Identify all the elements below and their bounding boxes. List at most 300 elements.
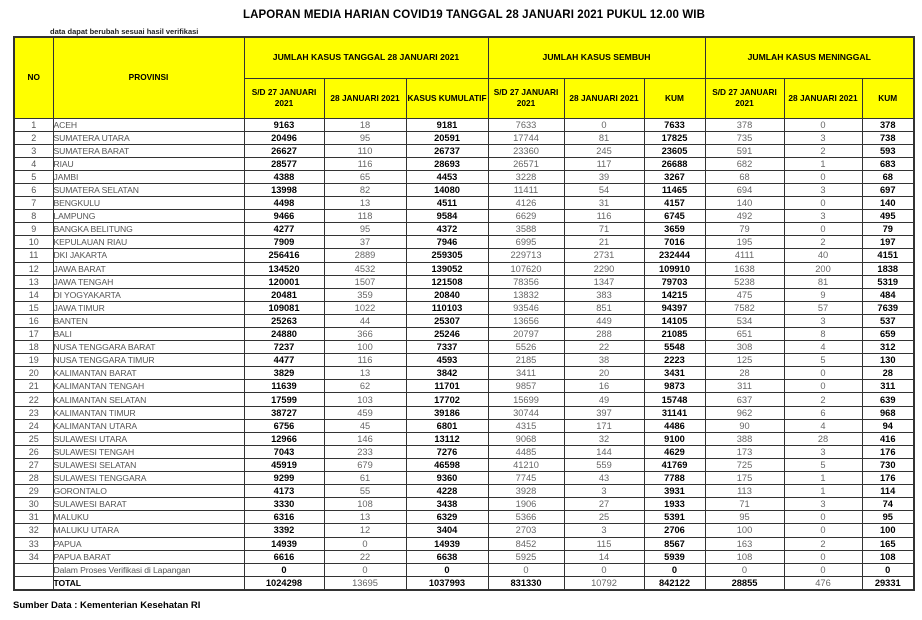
cell-meninggal-kum: 7639 (862, 301, 914, 314)
cell-meninggal-sd: 173 (705, 445, 784, 458)
header-kasus-sd: S/D 27 JANUARI 2021 (244, 78, 324, 118)
cell-meninggal-kum: 0 (862, 563, 914, 576)
cell-sembuh-kum: 6745 (644, 210, 705, 223)
cell-meninggal-sd: 0 (705, 563, 784, 576)
cell-sembuh-kum: 31141 (644, 406, 705, 419)
cell-meninggal-sd: 140 (705, 197, 784, 210)
cell-sembuh-hari: 71 (564, 223, 644, 236)
cell-no: 5 (14, 170, 53, 183)
cell-meninggal-sd: 378 (705, 118, 784, 131)
cell-kasus-sd: 4498 (244, 197, 324, 210)
cell-sembuh-hari: 144 (564, 445, 644, 458)
cell-meninggal-sd: 28855 (705, 576, 784, 590)
cell-meninggal-kum: 29331 (862, 576, 914, 590)
cell-meninggal-hari: 1 (784, 472, 862, 485)
cell-kasus-hari: 12 (324, 524, 406, 537)
cell-kasus-hari: 45 (324, 419, 406, 432)
cell-kasus-sd: 4388 (244, 170, 324, 183)
header-meninggal-kum: KUM (862, 78, 914, 118)
table-body (14, 118, 914, 590)
header-sembuh-sd: S/D 27 JANUARI 2021 (488, 78, 564, 118)
cell-sembuh-hari: 14 (564, 550, 644, 563)
cell-sembuh-kum: 15748 (644, 393, 705, 406)
cell-sembuh-sd: 4485 (488, 445, 564, 458)
cell-kasus-kum: 4593 (406, 354, 488, 367)
header-group-kasus: JUMLAH KASUS TANGGAL 28 JANUARI 2021 (244, 37, 488, 78)
cell-meninggal-hari: 0 (784, 118, 862, 131)
cell-kasus-hari: 1022 (324, 301, 406, 314)
cell-sembuh-hari: 20 (564, 367, 644, 380)
cell-meninggal-sd: 475 (705, 288, 784, 301)
cell-sembuh-sd: 93546 (488, 301, 564, 314)
cell-sembuh-hari: 0 (564, 118, 644, 131)
cell-meninggal-sd: 492 (705, 210, 784, 223)
cell-kasus-hari: 103 (324, 393, 406, 406)
cell-kasus-hari: 95 (324, 131, 406, 144)
cell-provinsi: PAPUA BARAT (53, 550, 244, 563)
cell-sembuh-sd: 4126 (488, 197, 564, 210)
cell-meninggal-sd: 79 (705, 223, 784, 236)
cell-kasus-hari: 61 (324, 472, 406, 485)
cell-sembuh-sd: 3588 (488, 223, 564, 236)
table-row (14, 288, 914, 301)
cell-kasus-hari: 116 (324, 157, 406, 170)
cell-kasus-hari: 22 (324, 550, 406, 563)
cell-meninggal-kum: 683 (862, 157, 914, 170)
cell-kasus-sd: 6316 (244, 511, 324, 524)
cell-meninggal-kum: 968 (862, 406, 914, 419)
cell-sembuh-hari: 25 (564, 511, 644, 524)
header-sembuh-hari: 28 JANUARI 2021 (564, 78, 644, 118)
cell-meninggal-kum: 176 (862, 445, 914, 458)
cell-sembuh-kum: 4629 (644, 445, 705, 458)
cell-kasus-kum: 4228 (406, 485, 488, 498)
cell-meninggal-hari: 0 (784, 197, 862, 210)
cell-kasus-kum: 6329 (406, 511, 488, 524)
cell-meninggal-hari: 3 (784, 131, 862, 144)
cell-meninggal-hari: 3 (784, 183, 862, 196)
cell-kasus-kum: 121508 (406, 275, 488, 288)
cell-kasus-hari: 366 (324, 328, 406, 341)
cell-meninggal-kum: 108 (862, 550, 914, 563)
cell-kasus-sd: 6756 (244, 419, 324, 432)
cell-meninggal-hari: 81 (784, 275, 862, 288)
header-kasus-hari: 28 JANUARI 2021 (324, 78, 406, 118)
cell-kasus-sd: 28577 (244, 157, 324, 170)
cell-meninggal-kum: 68 (862, 170, 914, 183)
cell-kasus-kum: 4453 (406, 170, 488, 183)
cell-kasus-hari: 2889 (324, 249, 406, 262)
cell-provinsi: SULAWESI UTARA (53, 432, 244, 445)
cell-sembuh-sd: 20797 (488, 328, 564, 341)
table-row (14, 432, 914, 445)
cell-meninggal-hari: 2 (784, 236, 862, 249)
cell-meninggal-kum: 311 (862, 380, 914, 393)
cell-kasus-sd: 109081 (244, 301, 324, 314)
cell-sembuh-sd: 0 (488, 563, 564, 576)
table-row (14, 301, 914, 314)
cell-kasus-kum: 11701 (406, 380, 488, 393)
cell-meninggal-hari: 2 (784, 144, 862, 157)
cell-sembuh-hari: 39 (564, 170, 644, 183)
cell-no: 3 (14, 144, 53, 157)
header-kasus-kum: KASUS KUMULATIF (406, 78, 488, 118)
cell-sembuh-sd: 2185 (488, 354, 564, 367)
cell-meninggal-kum: 378 (862, 118, 914, 131)
cell-sembuh-kum: 8567 (644, 537, 705, 550)
header-sembuh-kum: KUM (644, 78, 705, 118)
cell-meninggal-sd: 5238 (705, 275, 784, 288)
cell-kasus-kum: 110103 (406, 301, 488, 314)
cell-meninggal-kum: 95 (862, 511, 914, 524)
cell-kasus-hari: 82 (324, 183, 406, 196)
cell-kasus-kum: 3438 (406, 498, 488, 511)
report-title: LAPORAN MEDIA HARIAN COVID19 TANGGAL 28 JANUARI 2021 PUKUL 12.00 WIB (243, 9, 705, 21)
cell-meninggal-kum: 5319 (862, 275, 914, 288)
cell-kasus-kum: 39186 (406, 406, 488, 419)
cell-provinsi: KALIMANTAN BARAT (53, 367, 244, 380)
cell-meninggal-hari: 5 (784, 458, 862, 471)
cell-sembuh-sd: 3928 (488, 485, 564, 498)
cell-meninggal-kum: 738 (862, 131, 914, 144)
cell-meninggal-hari: 40 (784, 249, 862, 262)
cell-meninggal-sd: 725 (705, 458, 784, 471)
table-row (14, 550, 914, 563)
table-row (14, 170, 914, 183)
cell-sembuh-kum: 5391 (644, 511, 705, 524)
cell-kasus-sd: 3829 (244, 367, 324, 380)
cell-kasus-sd: 4277 (244, 223, 324, 236)
cell-sembuh-sd: 4315 (488, 419, 564, 432)
cell-meninggal-hari: 5 (784, 354, 862, 367)
cell-meninggal-sd: 735 (705, 131, 784, 144)
header-meninggal-sd: S/D 27 JANUARI 2021 (705, 78, 784, 118)
table-row (14, 157, 914, 170)
cell-meninggal-hari: 0 (784, 524, 862, 537)
cell-sembuh-kum: 26688 (644, 157, 705, 170)
cell-meninggal-kum: 312 (862, 341, 914, 354)
table-row (14, 223, 914, 236)
cell-kasus-hari: 146 (324, 432, 406, 445)
cell-provinsi: KALIMANTAN TIMUR (53, 406, 244, 419)
cell-provinsi: KALIMANTAN SELATAN (53, 393, 244, 406)
cell-meninggal-kum: 79 (862, 223, 914, 236)
cell-provinsi: BANTEN (53, 314, 244, 327)
cell-kasus-sd: 1024298 (244, 576, 324, 590)
cell-kasus-kum: 139052 (406, 262, 488, 275)
cell-meninggal-sd: 694 (705, 183, 784, 196)
cell-kasus-kum: 7337 (406, 341, 488, 354)
cell-kasus-hari: 13 (324, 367, 406, 380)
cell-sembuh-sd: 78356 (488, 275, 564, 288)
cell-meninggal-kum: 4151 (862, 249, 914, 262)
cell-meninggal-hari: 1 (784, 485, 862, 498)
cell-sembuh-sd: 17744 (488, 131, 564, 144)
cell-sembuh-sd: 3411 (488, 367, 564, 380)
total-row (14, 576, 914, 590)
cell-kasus-sd: 3392 (244, 524, 324, 537)
cell-kasus-hari: 4532 (324, 262, 406, 275)
cell-kasus-hari: 44 (324, 314, 406, 327)
cell-sembuh-kum: 7633 (644, 118, 705, 131)
cell-meninggal-kum: 697 (862, 183, 914, 196)
cell-meninggal-hari: 0 (784, 223, 862, 236)
cell-sembuh-hari: 383 (564, 288, 644, 301)
cell-kasus-hari: 0 (324, 563, 406, 576)
cell-sembuh-sd: 6995 (488, 236, 564, 249)
cell-no: 19 (14, 354, 53, 367)
cell-sembuh-sd: 11411 (488, 183, 564, 196)
cell-kasus-hari: 18 (324, 118, 406, 131)
cell-sembuh-kum: 7788 (644, 472, 705, 485)
cell-sembuh-hari: 3 (564, 524, 644, 537)
cell-sembuh-kum: 3931 (644, 485, 705, 498)
cell-no: 6 (14, 183, 53, 196)
cell-sembuh-kum: 0 (644, 563, 705, 576)
cell-kasus-kum: 9181 (406, 118, 488, 131)
cell-kasus-hari: 1507 (324, 275, 406, 288)
cell-sembuh-hari: 851 (564, 301, 644, 314)
cell-kasus-sd: 9163 (244, 118, 324, 131)
cell-sembuh-hari: 22 (564, 341, 644, 354)
cell-meninggal-sd: 4111 (705, 249, 784, 262)
cell-sembuh-sd: 7745 (488, 472, 564, 485)
cell-sembuh-hari: 21 (564, 236, 644, 249)
cell-sembuh-sd: 41210 (488, 458, 564, 471)
cell-meninggal-sd: 682 (705, 157, 784, 170)
cell-kasus-kum: 1037993 (406, 576, 488, 590)
cell-no: 8 (14, 210, 53, 223)
cell-meninggal-kum: 100 (862, 524, 914, 537)
cell-sembuh-sd: 7633 (488, 118, 564, 131)
cell-meninggal-hari: 476 (784, 576, 862, 590)
cell-meninggal-kum: 484 (862, 288, 914, 301)
cell-sembuh-hari: 245 (564, 144, 644, 157)
cell-provinsi: SULAWESI TENGAH (53, 445, 244, 458)
cell-provinsi: NUSA TENGGARA BARAT (53, 341, 244, 354)
cell-kasus-sd: 134520 (244, 262, 324, 275)
cell-sembuh-hari: 2290 (564, 262, 644, 275)
cell-meninggal-hari: 8 (784, 328, 862, 341)
cell-provinsi: TOTAL (53, 576, 244, 590)
cell-sembuh-kum: 17825 (644, 131, 705, 144)
cell-meninggal-sd: 311 (705, 380, 784, 393)
cell-kasus-sd: 6616 (244, 550, 324, 563)
cell-kasus-kum: 3404 (406, 524, 488, 537)
cell-provinsi: BANGKA BELITUNG (53, 223, 244, 236)
table-row (14, 406, 914, 419)
cell-meninggal-hari: 200 (784, 262, 862, 275)
cell-meninggal-hari: 3 (784, 445, 862, 458)
cell-sembuh-kum: 4486 (644, 419, 705, 432)
cell-no: 34 (14, 550, 53, 563)
cell-provinsi: DKI JAKARTA (53, 249, 244, 262)
cell-sembuh-hari: 81 (564, 131, 644, 144)
cell-meninggal-kum: 28 (862, 367, 914, 380)
cell-meninggal-kum: 197 (862, 236, 914, 249)
table-row (14, 537, 914, 550)
cell-meninggal-kum: 730 (862, 458, 914, 471)
cell-sembuh-sd: 26571 (488, 157, 564, 170)
cell-sembuh-kum: 94397 (644, 301, 705, 314)
cell-provinsi: KALIMANTAN TENGAH (53, 380, 244, 393)
cell-no: 14 (14, 288, 53, 301)
cell-kasus-kum: 259305 (406, 249, 488, 262)
cell-meninggal-sd: 108 (705, 550, 784, 563)
cell-sembuh-hari: 0 (564, 563, 644, 576)
table-row (14, 354, 914, 367)
cell-sembuh-sd: 9068 (488, 432, 564, 445)
cell-meninggal-hari: 0 (784, 380, 862, 393)
cell-sembuh-hari: 171 (564, 419, 644, 432)
cell-sembuh-sd: 5366 (488, 511, 564, 524)
table-row (14, 314, 914, 327)
cell-sembuh-hari: 397 (564, 406, 644, 419)
cell-kasus-hari: 95 (324, 223, 406, 236)
cell-sembuh-kum: 4157 (644, 197, 705, 210)
cell-sembuh-hari: 116 (564, 210, 644, 223)
cell-meninggal-sd: 113 (705, 485, 784, 498)
cell-meninggal-hari: 0 (784, 170, 862, 183)
cell-sembuh-sd: 13832 (488, 288, 564, 301)
cell-sembuh-kum: 7016 (644, 236, 705, 249)
cell-kasus-kum: 17702 (406, 393, 488, 406)
cell-sembuh-sd: 15699 (488, 393, 564, 406)
cell-no: 31 (14, 511, 53, 524)
cell-no: 25 (14, 432, 53, 445)
header-provinsi: PROVINSI (53, 37, 244, 118)
table-row (14, 498, 914, 511)
cell-sembuh-sd: 30744 (488, 406, 564, 419)
cell-kasus-kum: 14939 (406, 537, 488, 550)
table-row (14, 275, 914, 288)
cell-provinsi: MALUKU (53, 511, 244, 524)
cell-kasus-hari: 100 (324, 341, 406, 354)
cell-meninggal-sd: 125 (705, 354, 784, 367)
cell-kasus-kum: 26737 (406, 144, 488, 157)
cell-sembuh-hari: 43 (564, 472, 644, 485)
cell-kasus-sd: 25263 (244, 314, 324, 327)
cell-kasus-kum: 28693 (406, 157, 488, 170)
cell-meninggal-sd: 195 (705, 236, 784, 249)
cell-provinsi: ACEH (53, 118, 244, 131)
cell-sembuh-kum: 79703 (644, 275, 705, 288)
cell-sembuh-sd: 3228 (488, 170, 564, 183)
cell-no: 33 (14, 537, 53, 550)
cell-kasus-kum: 13112 (406, 432, 488, 445)
cell-meninggal-sd: 591 (705, 144, 784, 157)
cell-sembuh-kum: 3267 (644, 170, 705, 183)
table-row (14, 183, 914, 196)
cell-meninggal-hari: 3 (784, 314, 862, 327)
cell-meninggal-sd: 7582 (705, 301, 784, 314)
cell-sembuh-kum: 842122 (644, 576, 705, 590)
cell-kasus-kum: 7946 (406, 236, 488, 249)
cell-sembuh-hari: 115 (564, 537, 644, 550)
cell-meninggal-hari: 2 (784, 537, 862, 550)
cell-provinsi: NUSA TENGGARA TIMUR (53, 354, 244, 367)
cell-kasus-hari: 13 (324, 511, 406, 524)
cell-no: 1 (14, 118, 53, 131)
table-row (14, 341, 914, 354)
cell-no: 20 (14, 367, 53, 380)
cell-kasus-sd: 20481 (244, 288, 324, 301)
cell-kasus-sd: 7043 (244, 445, 324, 458)
cell-meninggal-sd: 637 (705, 393, 784, 406)
cell-sembuh-kum: 9873 (644, 380, 705, 393)
cell-kasus-hari: 118 (324, 210, 406, 223)
table-row (14, 472, 914, 485)
cell-meninggal-hari: 3 (784, 210, 862, 223)
cell-kasus-kum: 9360 (406, 472, 488, 485)
cell-kasus-hari: 13 (324, 197, 406, 210)
table-row (14, 380, 914, 393)
cell-meninggal-kum: 659 (862, 328, 914, 341)
cell-provinsi: JAWA TIMUR (53, 301, 244, 314)
cell-meninggal-sd: 163 (705, 537, 784, 550)
cell-kasus-sd: 7237 (244, 341, 324, 354)
cell-kasus-kum: 3842 (406, 367, 488, 380)
cell-sembuh-kum: 109910 (644, 262, 705, 275)
cell-sembuh-sd: 229713 (488, 249, 564, 262)
cell-no: 30 (14, 498, 53, 511)
cell-meninggal-kum: 74 (862, 498, 914, 511)
cell-kasus-hari: 233 (324, 445, 406, 458)
cell-meninggal-hari: 4 (784, 341, 862, 354)
cell-no: 21 (14, 380, 53, 393)
cell-sembuh-kum: 2223 (644, 354, 705, 367)
cell-sembuh-kum: 2706 (644, 524, 705, 537)
cell-meninggal-sd: 175 (705, 472, 784, 485)
cell-kasus-hari: 459 (324, 406, 406, 419)
cell-meninggal-hari: 2 (784, 393, 862, 406)
cell-kasus-kum: 25307 (406, 314, 488, 327)
cell-sembuh-sd: 6629 (488, 210, 564, 223)
cell-kasus-kum: 46598 (406, 458, 488, 471)
cell-sembuh-kum: 21085 (644, 328, 705, 341)
header-group-meninggal: JUMLAH KASUS MENINGGAL (705, 37, 914, 78)
cell-sembuh-hari: 559 (564, 458, 644, 471)
cell-provinsi: KEPULAUAN RIAU (53, 236, 244, 249)
cell-provinsi: SUMATERA UTARA (53, 131, 244, 144)
cell-sembuh-sd: 5925 (488, 550, 564, 563)
cell-kasus-sd: 7909 (244, 236, 324, 249)
cell-kasus-sd: 11639 (244, 380, 324, 393)
cell-kasus-kum: 0 (406, 563, 488, 576)
cell-no: 32 (14, 524, 53, 537)
cell-meninggal-sd: 388 (705, 432, 784, 445)
cell-no: 15 (14, 301, 53, 314)
cell-sembuh-kum: 5939 (644, 550, 705, 563)
cell-sembuh-sd: 831330 (488, 576, 564, 590)
cell-kasus-sd: 24880 (244, 328, 324, 341)
cell-kasus-kum: 20591 (406, 131, 488, 144)
cell-no: 2 (14, 131, 53, 144)
cell-meninggal-hari: 0 (784, 511, 862, 524)
cell-meninggal-sd: 308 (705, 341, 784, 354)
cell-sembuh-sd: 9857 (488, 380, 564, 393)
cell-kasus-hari: 359 (324, 288, 406, 301)
cell-meninggal-hari: 4 (784, 419, 862, 432)
cell-kasus-kum: 9584 (406, 210, 488, 223)
cell-provinsi: SULAWESI BARAT (53, 498, 244, 511)
cell-no: 23 (14, 406, 53, 419)
cell-no: 9 (14, 223, 53, 236)
cell-kasus-kum: 25246 (406, 328, 488, 341)
cell-kasus-hari: 55 (324, 485, 406, 498)
cell-no: 16 (14, 314, 53, 327)
cell-sembuh-hari: 3 (564, 485, 644, 498)
